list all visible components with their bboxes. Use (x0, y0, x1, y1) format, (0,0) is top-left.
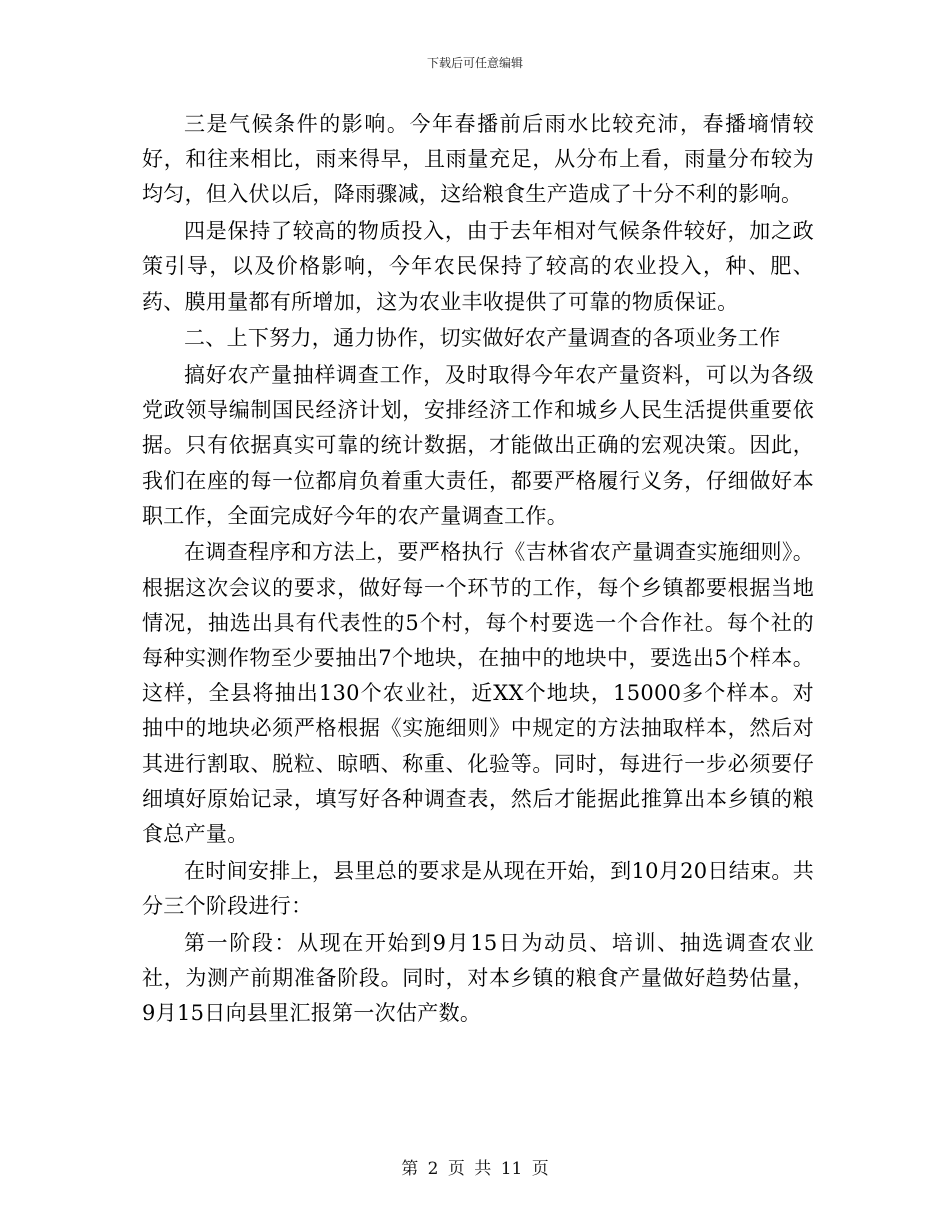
paragraph-material-input: 四是保持了较高的物质投入，由于去年相对气候条件较好，加之政策引导，以及价格影响，今年农民保持了较高的农业投入，种、肥、药、膜用量都有所增加，这为农业丰收提供了可靠的物质保证。 (142, 219, 814, 314)
paragraph-time-schedule: 在时间安排上，县里总的要求是从现在开始，到10月20日结束。共分三个阶段进行： (142, 858, 814, 918)
paragraph-phase-one: 第一阶段：从现在开始到9月15日为动员、培训、抽选调查农业社，为测产前期准备阶段。同时，对本乡镇的粮食产量做好趋势估量，9月15日向县里汇报第一次估产数。 (142, 930, 814, 1026)
document-body (142, 107, 814, 1033)
paragraph-survey-method: 在调查程序和方法上，要严格执行《吉林省农产量调查实施细则》。根据这次会议的要求，做好每一个环节的工作，每个乡镇都要根据当地情况，抽选出具有代表性的5个村，每个村要选一个合作社。每个社的每种实测作物至少要抽出7个地块，在抽中的地块中，要选出5个样本。这样，全县将抽出130个农业社，近XX个地块，15000多个样本。对抽中的地块必须严格根据《实施细则》中规定的方法抽取样本，然后对其进行割取、脱粒、晾晒、称重、化验等。同时，每进行一步必须要仔细填好原始记录，填写好各种调查表，然后才能据此推算出本乡镇的粮食总产量。 (142, 540, 814, 847)
page-number: 第 2 页 共 11 页 (401, 1159, 549, 1179)
paragraph-survey-importance: 搞好农产量抽样调查工作，及时取得今年农产量资料，可以为各级党政领导编制国民经济计划，安排经济工作和城乡人民生活提供重要依据。只有依据真实可靠的统计数据，才能做出正确的宏观决策。因此，我们在座的每一位都肩负着重大责任，都要严格履行义务，仔细做好本职工作，全面完成好今年的农产量调查工作。 (142, 362, 814, 528)
paragraph-climate: 三是气候条件的影响。今年春播前后雨水比较充沛，春播墒情较好，和往来相比，雨来得早，且雨量充足，从分布上看，雨量分布较为均匀，但入伏以后，降雨骤减，这给粮食生产造成了十分不利的影响。 (142, 112, 814, 207)
page-header-note: 下载后可任意编辑 (426, 56, 523, 70)
section-heading-2: 二、上下努力，通力协作，切实做好农产量调查的各项业务工作 (184, 326, 781, 351)
